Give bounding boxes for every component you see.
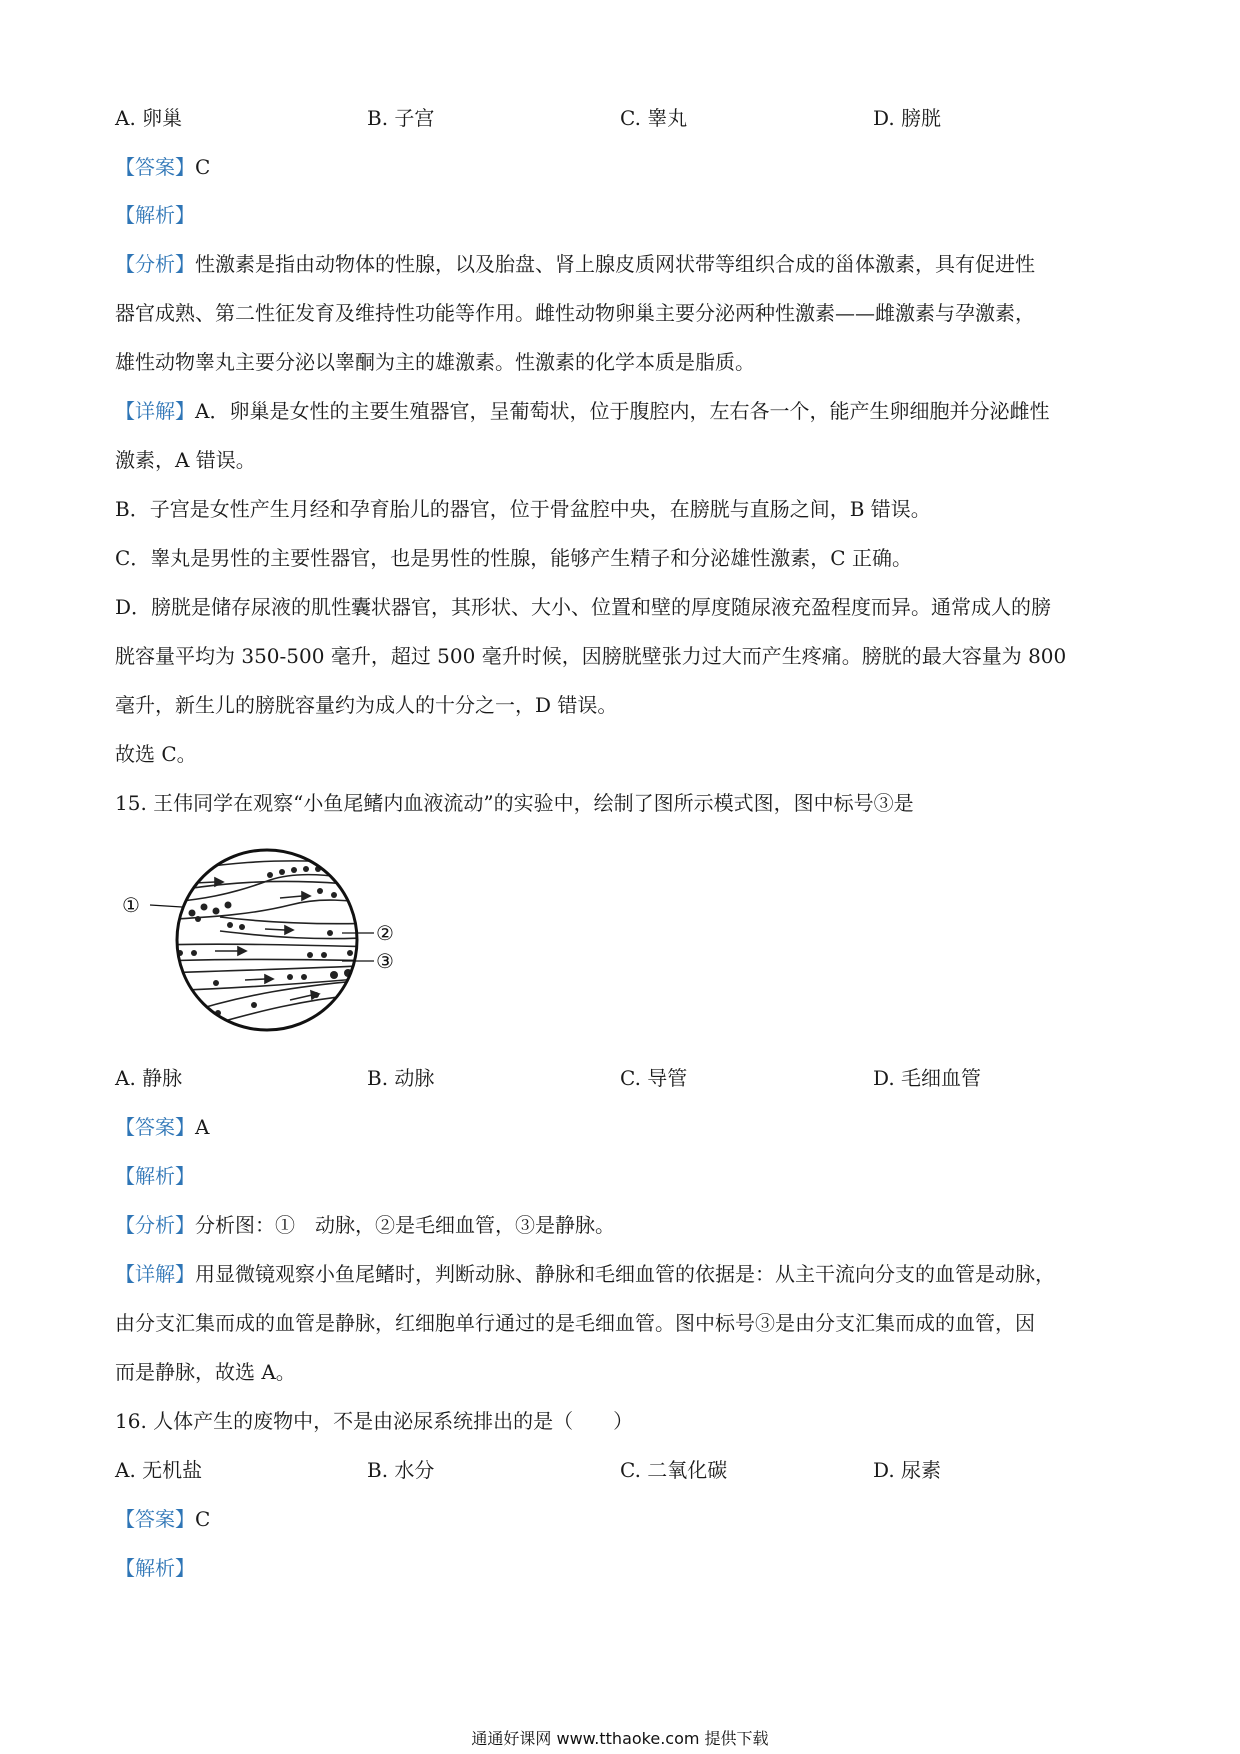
- q14-line: [115, 254, 1035, 274]
- q16-analysis-heading: [115, 1558, 195, 1578]
- q15-option-c: C. 导管: [620, 1066, 688, 1090]
- answer-value: C: [195, 1507, 211, 1531]
- q14-line: [115, 695, 617, 715]
- q15-line: [115, 1362, 296, 1382]
- answer-tag: 【答案】: [115, 1507, 195, 1531]
- line-tag: 【详解】: [115, 399, 195, 423]
- line-tag: 【详解】: [115, 1262, 195, 1286]
- q14-option-d: D. 膀胱: [873, 106, 942, 130]
- q15-stem: 15. 王伟同学在观察“小鱼尾鳍内血液流动”的实验中，绘制了图所示模式图，图中标号③是: [115, 791, 914, 815]
- analysis-tag: 【解析】: [115, 1164, 195, 1188]
- answer-value: A: [195, 1115, 210, 1139]
- analysis-tag: 【解析】: [115, 203, 195, 227]
- line-text: 性激素是指由动物体的性腺，以及胎盘、肾上腺皮质网状带等组织合成的甾体激素，具有促进性: [195, 252, 1035, 276]
- line-text: 故选 C。: [115, 742, 197, 766]
- q14-line: [115, 499, 931, 519]
- line-text: D．膀胱是储存尿液的肌性囊状器官，其形状、大小、位置和壁的厚度随尿液充盈程度而异。通常成人的膀: [115, 595, 1052, 619]
- q14-line: [115, 548, 912, 568]
- q14-line: [115, 303, 1035, 323]
- q14-option-a: A. 卵巢: [115, 106, 183, 130]
- q14-line: [115, 401, 1049, 421]
- q16-stem: 16. 人体产生的废物中，不是由泌尿系统排出的是（ ）: [115, 1409, 634, 1433]
- line-text: 而是静脉，故选 A。: [115, 1360, 296, 1384]
- line-text: 器官成熟、第二性征发育及维持性功能等作用。雌性动物卵巢主要分泌两种性激素——雌激素与孕激素，: [115, 301, 1035, 325]
- q15-analysis-heading: [115, 1166, 195, 1186]
- q15-option-b: B. 动脉: [367, 1066, 435, 1090]
- q16-option-b: B. 水分: [367, 1458, 435, 1482]
- q14-line: [115, 744, 197, 764]
- line-text: C．睾丸是男性的主要性器官，也是男性的性腺，能够产生精子和分泌雄性激素，C 正确。: [115, 546, 912, 570]
- q16-answer: [115, 1509, 210, 1529]
- answer-tag: 【答案】: [115, 155, 195, 179]
- q14-answer: [115, 157, 210, 177]
- q14-option-b: B. 子宫: [367, 106, 435, 130]
- q15-answer: [115, 1117, 209, 1137]
- line-text: 毫升，新生儿的膀胱容量约为成人的十分之一，D 错误。: [115, 693, 618, 717]
- line-text: A．卵巢是女性的主要生殖器官，呈葡萄状，位于腹腔内，左右各一个，能产生卵细胞并分泌雌性: [195, 399, 1050, 423]
- label-1: ①: [122, 893, 140, 917]
- q14-analysis-heading: [115, 205, 195, 225]
- answer-value: C: [195, 155, 211, 179]
- q15-line: [115, 1215, 615, 1235]
- q15-line: [115, 1313, 1035, 1333]
- q14-line: [115, 646, 1066, 666]
- line-text: 分析图：① 动脉，②是毛细血管，③是静脉。: [195, 1213, 615, 1237]
- q16-option-c: C. 二氧化碳: [620, 1458, 728, 1482]
- line-text: B．子宫是女性产生月经和孕育胎儿的器官，位于骨盆腔中央，在膀胱与直肠之间，B 错误。: [115, 497, 931, 521]
- q14-line: [115, 450, 256, 470]
- line-text: 激素，A 错误。: [115, 448, 256, 472]
- label-2: ②: [376, 921, 394, 945]
- answer-tag: 【答案】: [115, 1115, 195, 1139]
- q14-line: [115, 597, 1051, 617]
- label-1-leader: [150, 905, 182, 907]
- page-footer: 通通好课网 www.tthaoke.com 提供下载: [471, 1729, 769, 1748]
- line-text: 由分支汇集而成的血管是静脉，红细胞单行通过的是毛细血管。图中标号③是由分支汇集而成的血管，因: [115, 1311, 1035, 1335]
- q16-option-d: D. 尿素: [873, 1458, 942, 1482]
- fish-tail-blood-flow-figure: [120, 845, 400, 1035]
- q15-option-d: D. 毛细血管: [873, 1066, 982, 1090]
- line-tag: 【分析】: [115, 1213, 195, 1237]
- q15-line: [115, 1264, 1055, 1284]
- line-text: 胱容量平均为 350-500 毫升，超过 500 毫升时候，因膀胱壁张力过大而产生疼痛。膀胱的最大容量为 800: [115, 644, 1067, 668]
- line-text: 雄性动物睾丸主要分泌以睾酮为主的雄激素。性激素的化学本质是脂质。: [115, 350, 755, 374]
- q14-option-c: C. 睾丸: [620, 106, 688, 130]
- q16-option-a: A. 无机盐: [115, 1458, 203, 1482]
- q15-option-a: A. 静脉: [115, 1066, 183, 1090]
- q14-line: [115, 352, 755, 372]
- microscope-field-circle: [177, 850, 357, 1030]
- line-tag: 【分析】: [115, 252, 195, 276]
- analysis-tag: 【解析】: [115, 1556, 195, 1580]
- line-text: 用显微镜观察小鱼尾鳍时，判断动脉、静脉和毛细血管的依据是：从主干流向分支的血管是动脉，: [195, 1262, 1055, 1286]
- label-3: ③: [376, 949, 394, 973]
